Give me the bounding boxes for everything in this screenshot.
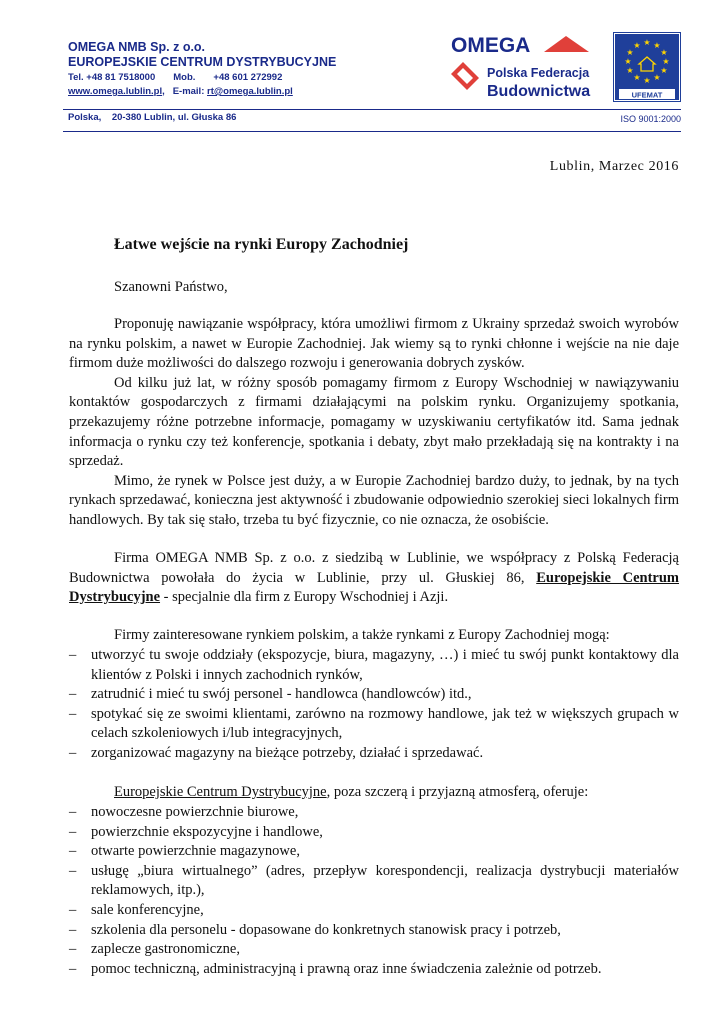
email-label: E-mail: bbox=[172, 86, 205, 97]
list-item: – utworzyć tu swoje oddziały (ekspozycje, biura, magazyny, …) i mieć tu swój punkt kontaktowy dla klientów z Polski i innych zachodnich rynków, bbox=[69, 647, 679, 683]
salutation: Szanowni Państwo, bbox=[114, 279, 228, 295]
contact-phone-line bbox=[68, 72, 428, 84]
iso-certificate: ISO 9001:2000 bbox=[620, 114, 681, 124]
federation-line-1: Polska Federacja bbox=[487, 66, 590, 80]
ufemat-text: UFEMAT bbox=[631, 90, 663, 100]
list-item: – powierzchnie ekspozycyjne i handlowe, bbox=[69, 823, 323, 840]
paragraph-4-end: - specjalnie dla firm z Europy Wschodniej i Azji. bbox=[160, 589, 449, 606]
letter-date: Lublin, Marzec 2016 bbox=[549, 159, 679, 174]
svg-text:★: ★ bbox=[653, 73, 661, 82]
svg-text:★: ★ bbox=[643, 76, 651, 85]
svg-text:★: ★ bbox=[633, 41, 641, 50]
list-item: – nowoczesne powierzchnie biurowe, bbox=[69, 804, 299, 820]
ufemat-logo bbox=[613, 32, 681, 102]
header-divider-bottom bbox=[63, 131, 681, 132]
paragraph-2: Od kilku już lat, w różny sposób pomagamy firmom z Europy Wschodniej w nawiązywaniu kontaktów gospodarczych z firmami działającymi na polskim rynku. Organizujemy spotkania, przekazujemy różne potrzebne informacje, pomagamy w uzyskiwaniu certyfikatów itd. Sama jednak informacja o rynku czy też konferencje, spotkania i debaty, zbyt mało przekładają się na kontrakty i na sprzedaż. bbox=[69, 374, 679, 470]
paragraph-3: Mimo, że rynek w Polsce jest duży, a w Europie Zachodniej bardzo duży, to jednak, by na tych rynkach sprzedawać, konieczna jest aktywność i zbudowanie odpowiednio szerokiej sieci lokalnych firm handlowych. By tak się stało, trzeba tu być fizycznie, co nie oznacza, że osobiście. bbox=[69, 472, 679, 528]
address: Polska, 20-380 Lublin, ul. Głuska 86 bbox=[68, 112, 237, 123]
paragraph-4-center-name: Europejskie Centrum Dystrybucyjne bbox=[69, 569, 680, 606]
paragraph-4 bbox=[69, 549, 679, 608]
letter-paragraphs bbox=[69, 315, 679, 531]
paragraph-4-start: Firma OMEGA NMB Sp. z o.o. z siedzibą w Lublinie, we współpracy z Polską Federacją Budownictwa powołała do życia w Lublinie, przy ul. Głuskiej 86, bbox=[69, 550, 679, 586]
list-2-intro-center-name: Europejskie Centrum Dystrybucyjne bbox=[114, 784, 327, 800]
list-item: – szkolenia dla personelu - dopasowane do konkretnych stanowisk pracy i potrzeb, bbox=[69, 921, 561, 938]
list-item: – zorganizować magazyny na bieżące potrzeby, działać i sprzedawać. bbox=[69, 744, 484, 761]
list-2-intro bbox=[114, 784, 588, 801]
list-2-intro-rest: , poza szczerą i przyjazną atmosferą, oferuje: bbox=[326, 784, 589, 800]
tel: Tel. +48 81 7518000 bbox=[68, 72, 156, 83]
email-link[interactable]: rt@omega.lublin.pl bbox=[207, 86, 293, 97]
svg-text:★: ★ bbox=[624, 57, 632, 66]
list-item: – usługę „biura wirtualnego” (adres, przepływ korespondencji, realizacja dystrybucji materiałów reklamowych, itp.), bbox=[69, 862, 679, 899]
federation-line-2: Budownictwa bbox=[487, 83, 591, 100]
list-1 bbox=[69, 646, 679, 764]
list-item: – otwarte powierzchnie magazynowe, bbox=[69, 843, 300, 860]
letterhead bbox=[68, 40, 428, 98]
omega-roof-shape bbox=[544, 36, 589, 52]
svg-text:★: ★ bbox=[643, 38, 651, 47]
list-item: – spotykać się ze swoimi klientami, zarówno na rozmowy handlowe, jak też w większych grupach w celach szkoleniowych i/lub integracyjnych, bbox=[69, 705, 679, 742]
omega-logo bbox=[449, 34, 594, 106]
svg-text:★: ★ bbox=[662, 57, 670, 66]
omega-logo-text: OMEGA bbox=[451, 34, 531, 57]
company-name: OMEGA NMB Sp. z o.o. bbox=[68, 40, 206, 54]
list-item: – zaplecze gastronomiczne, bbox=[69, 941, 240, 958]
mob-number: +48 601 272992 bbox=[213, 72, 283, 83]
svg-text:★: ★ bbox=[660, 48, 668, 57]
svg-text:★: ★ bbox=[653, 41, 661, 50]
center-name: EUROPEJSKIE CENTRUM DYSTRYBUCYJNE bbox=[68, 55, 337, 69]
list-item: – zatrudnić i mieć tu swój personel - handlowca (handlowców) itd., bbox=[69, 686, 472, 703]
header-divider-top bbox=[63, 109, 681, 110]
letter-title: Łatwe wejście na rynki Europy Zachodniej bbox=[114, 236, 409, 253]
address-bar bbox=[68, 112, 681, 123]
svg-text:★: ★ bbox=[626, 66, 634, 75]
list-item: – sale konferencyjne, bbox=[69, 901, 204, 918]
list-2 bbox=[69, 803, 679, 979]
list-1-intro: Firmy zainteresowane rynkiem polskim, a także rynkami z Europy Zachodniej mogą: bbox=[114, 627, 610, 643]
website-link[interactable]: www.omega.lublin.pl bbox=[68, 86, 163, 97]
list-item: – pomoc techniczną, administracyjną i prawną oraz inne świadczenia zależnie od potrzeb. bbox=[69, 960, 602, 977]
svg-text:★: ★ bbox=[633, 73, 641, 82]
contact-web-line: www.omega.lublin.pl, E-mail: rt@omega.lublin.pl bbox=[68, 86, 293, 97]
svg-text:★: ★ bbox=[660, 66, 668, 75]
paragraph-1: Proponuję nawiązanie współpracy, która umożliwi firmom z Ukrainy sprzedaż swoich wyrobów na rynku polskim, a nawet w Europie Zachodniej. Jak wiemy są to rynki chłonne i wejście na nie daje firmom duże możliwości do dalszego rozwoju i generowania dobrych zysków. bbox=[69, 316, 679, 372]
svg-text:★: ★ bbox=[626, 48, 634, 57]
mob-label: Mob. bbox=[173, 72, 196, 83]
